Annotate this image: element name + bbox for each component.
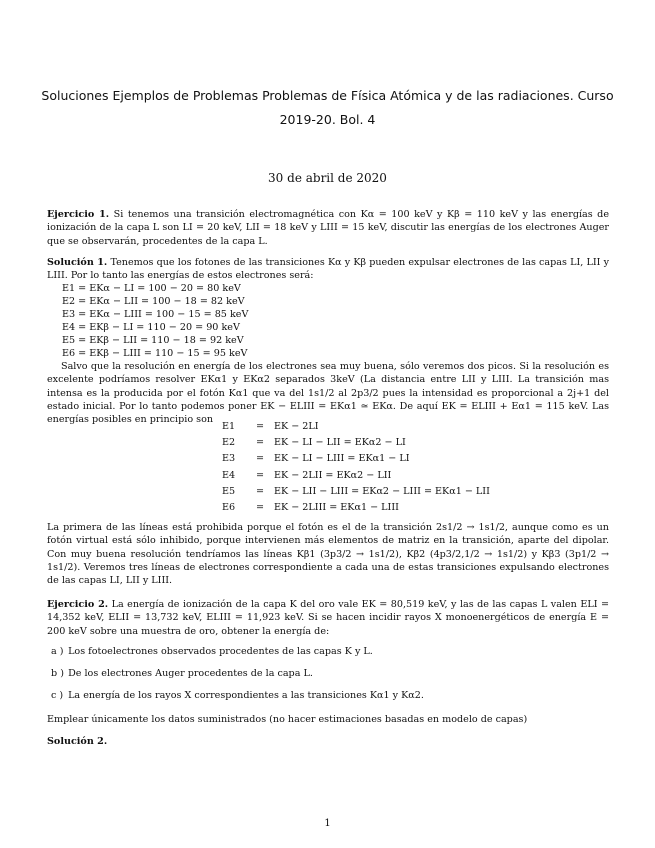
solution-1-intro-text: Tenemos que los fotones de las transiciones Kα y Kβ pueden expulsar electrones de las capas LI, LII y LIII. Por lo tanto las energías de estos electrones será: [47, 257, 609, 282]
paper-title-line-1: Soluciones Ejemplos de Problemas Problemas de Física Atómica y de las radiaciones. Curso [41, 88, 614, 103]
list-marker: c ) [51, 690, 64, 701]
equation-rhs: EK − 2LI [274, 420, 319, 432]
equation-lhs: E1 [222, 420, 236, 432]
equation-lhs: E5 [222, 485, 236, 497]
paper-date: 30 de abril de 2020 [268, 171, 387, 185]
equation-lhs: E4 [222, 469, 236, 481]
list-item-text: Los fotoelectrones observados procedentes de las capas K y L. [68, 646, 373, 657]
equation-lhs: E2 [222, 436, 236, 448]
equation-array [222, 418, 490, 516]
energy-line: E4 = EKβ − LI = 110 − 20 = 90 keV [62, 322, 240, 333]
equation-row: E6 = EK − 2LIII = EKα1 − LIII [222, 502, 399, 514]
energy-line: E2 = EKα − LII = 100 − 18 = 82 keV [62, 296, 245, 307]
equation-rhs: EK − LI − LIII = EKα1 − LI [274, 453, 410, 465]
page-number: 1 [324, 818, 331, 829]
equation-lhs: E3 [222, 453, 236, 465]
exercise-2-text: La energía de ionización de la capa K del oro vale EK = 80,519 keV, y las de las capas L valen ELI = 14,352 keV, ELII = 13,732 keV, ELIII = 11,923 keV. Si se hacen incidir rayos X monoenergéticos de energía E = 200 keV sobre una muestra de oro, obtener la energía de: [47, 599, 609, 637]
equation-row: E4 = EK − 2LII = EKα2 − LII [222, 469, 392, 481]
solution-1-paragraph-3: La primera de las líneas está prohibida porque el fotón es el de la transición 2s1/2 → 1s1/2, aunque como es un fotón virtual está sólo inhibido, porque intervienen más elementos de matriz en la transición, aparte del dipolar. Con muy buena resolución tendríamos las líneas Kβ1 (3p3/2 → 1s1/2), Kβ2 (4p3/2,1/2 → 1s1/2) y Kβ3 (3p1/2 → 1s1/2). Veremos tres líneas de electrones correspondiente a cada una de estas transiciones expulsando electrones de las capas LI, LII y LIII. [47, 522, 609, 587]
exercise-1 [47, 208, 609, 248]
equation-lhs: E6 [222, 502, 236, 514]
exercise-2 [47, 598, 609, 638]
list-item-text: De los electrones Auger procedentes de la capa L. [68, 668, 313, 679]
equation-rhs: EK − LI − LII = EKα2 − LI [274, 436, 406, 448]
solution-2-label: Solución 2. [47, 736, 108, 747]
energy-line: E5 = EKβ − LII = 110 − 18 = 92 keV [62, 335, 244, 346]
list-marker: a ) [51, 646, 64, 657]
equation-rhs: EK − 2LIII = EKα1 − LIII [274, 502, 399, 514]
equation-row: E5 = EK − LII − LIII = EKα2 − LIII = EKα1 − LII [222, 485, 490, 497]
energy-line: E3 = EKα − LIII = 100 − 15 = 85 keV [62, 309, 249, 320]
equation-rhs: EK − 2LII = EKα2 − LII [274, 469, 392, 481]
solution-1-paragraph-2: Salvo que la resolución en energía de los electrones sea muy buena, sólo veremos dos picos. Si la resolución es excelente podríamos resolver EKα1 y EKα2 separados 3keV (La distancia entre LII y LIII. La transición mas intensa es la producida por el fotón Kα1 que va del 1s1/2 al 2p3/2 pues la intensidad es proporcional a 2j+1 del estado inicial. Por lo tanto podemos poner EK − ELIII = EKα1 ≃ EKα. De aquí EK = ELIII + Eα1 = 115 keV. Las energías posibles en principio son [47, 361, 609, 426]
paper-title-line-2: 2019-20. Bol. 4 [279, 112, 376, 127]
equation-rhs: EK − LII − LIII = EKα2 − LIII = EKα1 − LII [274, 485, 490, 497]
list-item [51, 646, 373, 657]
solution-1-label: Solución 1. [47, 257, 108, 268]
equation-row: E3 = EK − LI − LIII = EKα1 − LI [222, 453, 410, 465]
solution-1-intro [47, 256, 609, 283]
exercise-2-label: Ejercicio 2. [47, 599, 109, 610]
equation-row: E1 = EK − 2LI [222, 420, 319, 432]
exercise-1-text: Si tenemos una transición electromagnética con Kα = 100 keV y Kβ = 110 keV y las energías de ionización de la capa L son LI = 20 keV, LII = 18 keV y LIII = 15 keV, discutir las energías de los electrones Auger que se observarán, procedentes de la capa L. [47, 209, 610, 247]
list-marker: b ) [51, 668, 64, 679]
equation-row: E2 = EK − LI − LII = EKα2 − LI [222, 436, 406, 448]
list-item [51, 690, 424, 701]
exercise-2-note: Emplear únicamente los datos suministrados (no hacer estimaciones basadas en modelo de capas) [47, 714, 528, 725]
energy-line: E6 = EKβ − LIII = 110 − 15 = 95 keV [62, 348, 248, 359]
list-item-text: La energía de los rayos X correspondientes a las transiciones Kα1 y Kα2. [68, 690, 424, 701]
energy-line: E1 = EKα − LI = 100 − 20 = 80 keV [62, 283, 241, 294]
list-item [51, 668, 313, 679]
exercise-1-label: Ejercicio 1. [47, 209, 110, 220]
